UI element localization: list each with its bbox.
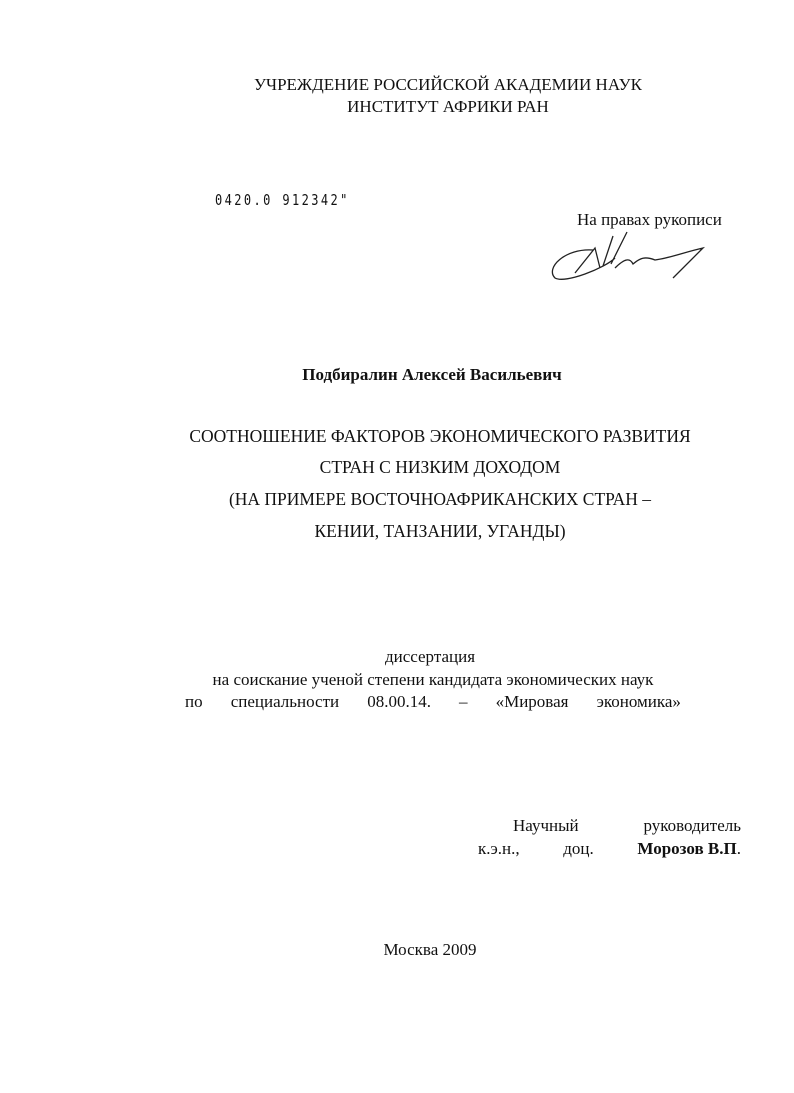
institution-line-2: ИНСТИТУТ АФРИКИ РАН: [347, 97, 549, 116]
specialty-word: специальности: [230, 692, 340, 711]
degree-line: на соискание ученой степени кандидата экономических наук: [212, 670, 654, 689]
title-line: СООТНОШЕНИЕ ФАКТОРОВ ЭКОНОМИЧЕСКОГО РАЗВИТИЯ: [189, 426, 691, 446]
supervisor-degree: к.э.н.,: [478, 839, 520, 858]
specialty-line: [185, 692, 681, 712]
specialty-word: по: [185, 692, 203, 711]
author-name: Подбиралин Алексей Васильевич: [302, 365, 562, 384]
supervisor-name: Морозов В.П: [637, 839, 737, 858]
title-line: СТРАН С НИЗКИМ ДОХОДОМ: [319, 457, 561, 477]
city-year: Москва 2009: [383, 940, 477, 959]
supervisor-label-word: Научный: [513, 816, 579, 835]
archive-stamp-number: 0420.0 912342": [215, 191, 350, 209]
signature-image: [545, 228, 715, 288]
supervisor-line: [478, 839, 741, 859]
title-line: КЕНИИ, ТАНЗАНИИ, УГАНДЫ): [314, 521, 566, 541]
manuscript-note: На правах рукописи: [577, 210, 722, 229]
supervisor-label-word: руководитель: [643, 816, 741, 835]
specialty-word: экономика»: [596, 692, 681, 711]
supervisor-rank: доц.: [563, 839, 594, 858]
institution-line-1: УЧРЕЖДЕНИЕ РОССИЙСКОЙ АКАДЕМИИ НАУК: [254, 75, 642, 94]
title-line: (НА ПРИМЕРЕ ВОСТОЧНОАФРИКАНСКИХ СТРАН –: [228, 489, 652, 509]
specialty-dash: –: [459, 692, 468, 711]
supervisor-label: [513, 816, 741, 836]
document-type: диссертация: [384, 647, 476, 666]
specialty-code: 08.00.14.: [367, 692, 431, 711]
supervisor-suffix: .: [736, 839, 741, 858]
specialty-word: «Мировая: [495, 692, 569, 711]
